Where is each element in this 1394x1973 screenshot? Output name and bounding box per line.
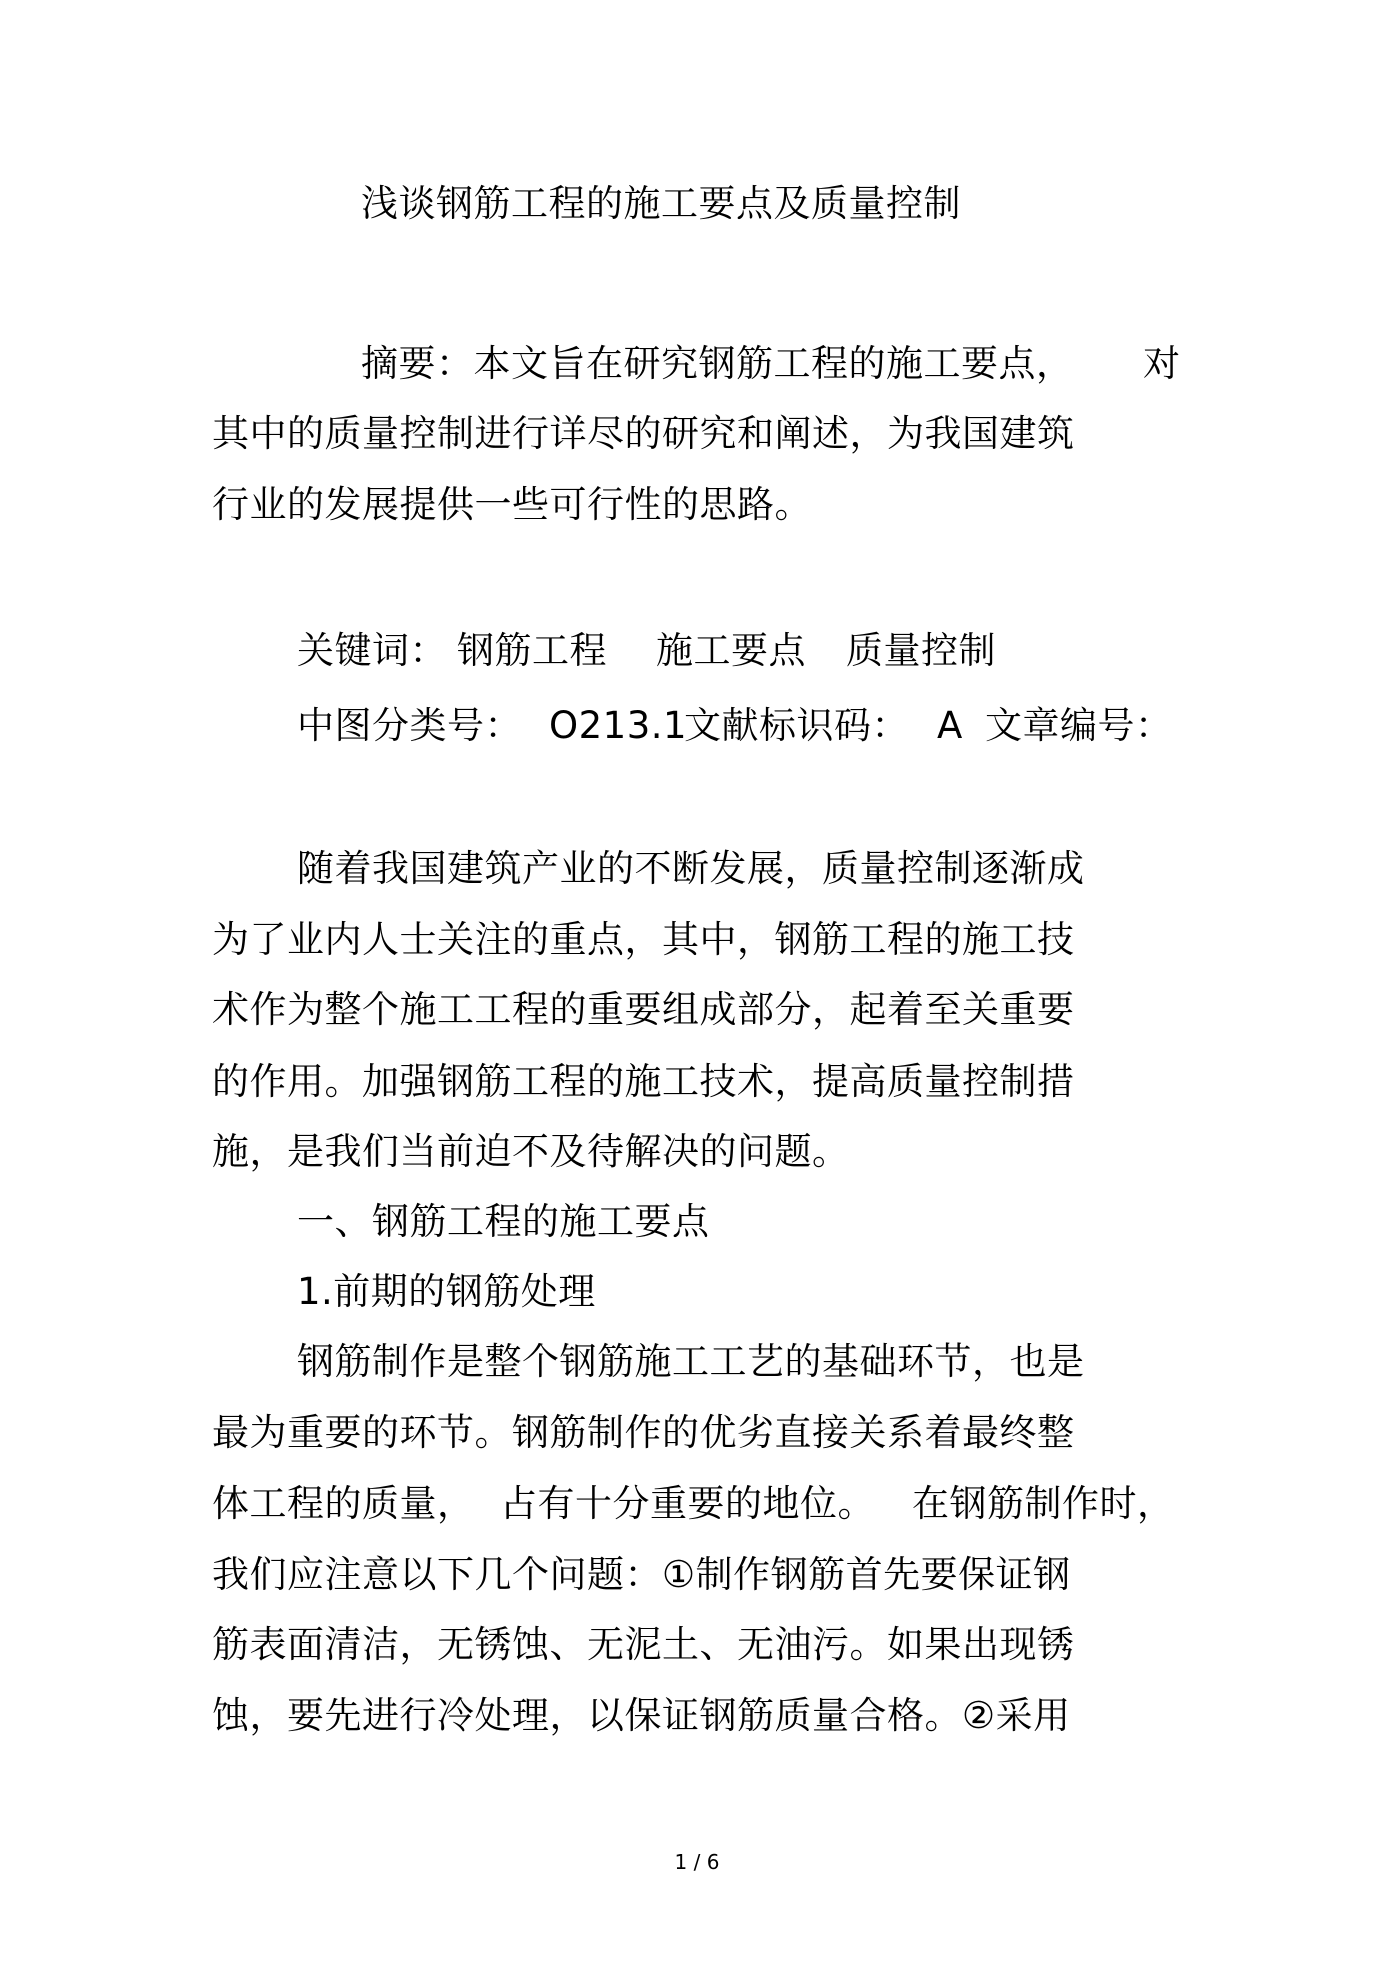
doc-code-label: 文献标识码： [684,704,909,747]
body-line-5: 施，是我们当前迫不及待解决的问题。 [212,1130,850,1173]
section-body-line-4: 我们应注意以下几个问题：①制作钢筋首先要保证钢 [212,1553,1071,1596]
abstract-line-1: 摘要：本文旨在研究钢筋工程的施工要点， [361,342,1074,385]
article-no-label: 文章编号： [985,704,1173,747]
body-line-1: 随着我国建筑产业的不断发展，质量控制逐渐成 [297,847,1085,890]
doc-code-value: A [937,704,963,747]
clc-label: 中图分类号： [297,704,522,747]
section-body-line-2: 最为重要的环节。钢筋制作的优劣直接关系着最终整 [212,1411,1075,1454]
section-body-line-3a: 体工程的质量， [212,1482,475,1525]
abstract-line-1-end: 对 [1143,342,1181,385]
section-body-line-1: 钢筋制作是整个钢筋施工工艺的基础环节，也是 [297,1340,1085,1383]
keyword-1: 钢筋工程 [457,629,607,672]
body-line-4: 的作用。加强钢筋工程的施工技术，提高质量控制措 [212,1060,1075,1103]
section-body-line-6: 蚀，要先进行冷处理，以保证钢筋质量合格。②采用 [212,1694,1071,1737]
subsection-heading: 1.前期的钢筋处理 [297,1270,596,1313]
clc-value: O213.1 [549,704,688,747]
abstract-line-3: 行业的发展提供一些可行性的思路。 [212,483,812,526]
document-title: 浅谈钢筋工程的施工要点及质量控制 [361,182,961,225]
body-line-2: 为了业内人士关注的重点，其中，钢筋工程的施工技 [212,918,1075,961]
section-heading: 一、钢筋工程的施工要点 [297,1200,710,1243]
abstract-line-2: 其中的质量控制进行详尽的研究和阐述，为我国建筑 [212,412,1075,455]
section-body-line-3b: 占有十分重要的地位。 [500,1482,875,1525]
body-line-3: 术作为整个施工工程的重要组成部分，起着至关重要 [212,988,1075,1031]
keyword-2: 施工要点 [656,629,806,672]
keywords-label: 关键词： [297,629,447,672]
section-body-line-3c: 在钢筋制作时， [912,1482,1175,1525]
keyword-3: 质量控制 [846,629,996,672]
page-number: 1 / 6 [674,1850,720,1874]
section-body-line-5: 筋表面清洁，无锈蚀、无泥土、无油污。如果出现锈 [212,1623,1075,1666]
